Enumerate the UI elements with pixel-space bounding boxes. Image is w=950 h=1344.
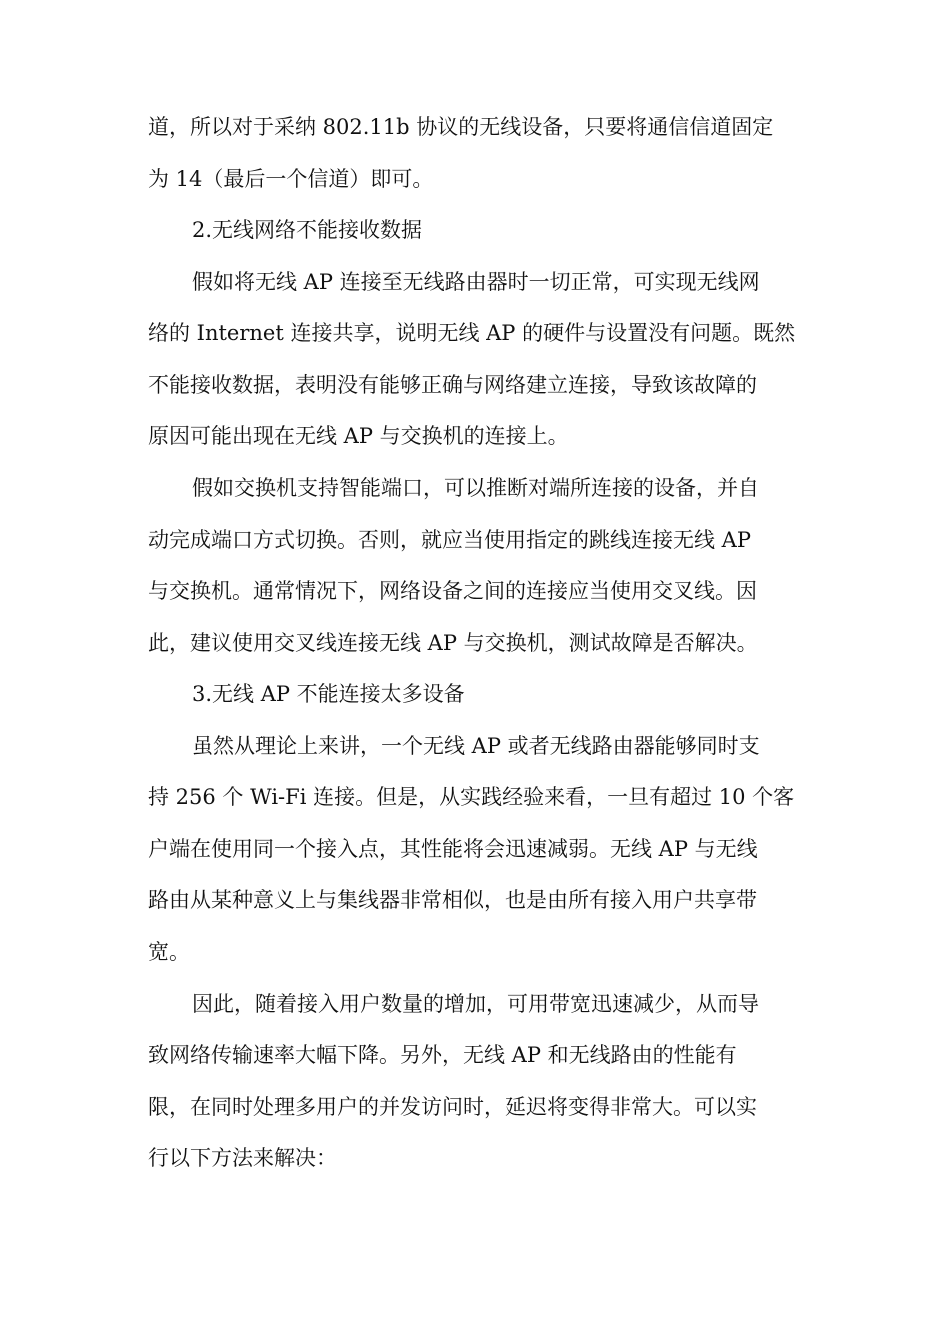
section-heading: 3.无线 AP 不能连接太多设备 [192,682,465,706]
text-line: 虽然从理论上来讲，一个无线 AP 或者无线路由器能够同时支 [192,734,760,758]
text-line: 假如将无线 AP 连接至无线路由器时一切正常，可实现无线网 [192,270,760,294]
text-line: 路由从某种意义上与集线器非常相似，也是由所有接入用户共享带 [148,888,757,912]
text-line: 宽。 [148,940,190,964]
text-line: 与交换机。通常情况下，网络设备之间的连接应当使用交叉线。因 [148,579,757,603]
text-line: 因此，随着接入用户数量的增加，可用带宽迅速减少，从而导 [192,992,759,1016]
text-line: 不能接收数据，表明没有能够正确与网络建立连接，导致该故障的 [148,373,757,397]
text-line: 道，所以对于采纳 802.11b 协议的无线设备，只要将通信信道固定 [148,115,774,139]
text-line: 限，在同时处理多用户的并发访问时，延迟将变得非常大。可以实 [148,1095,757,1119]
text-line: 为 14（最后一个信道）即可。 [148,167,434,191]
text-line: 动完成端口方式切换。否则，就应当使用指定的跳线连接无线 AP [148,528,751,552]
text-line: 持 256 个 Wi-Fi 连接。但是，从实践经验来看，一旦有超过 10 个客 [148,785,795,809]
text-line: 致网络传输速率大幅下降。另外，无线 AP 和无线路由的性能有 [148,1043,737,1067]
text-line: 原因可能出现在无线 AP 与交换机的连接上。 [148,424,569,448]
text-line: 假如交换机支持智能端口，可以推断对端所连接的设备，并自 [192,476,759,500]
text-line: 户端在使用同一个接入点，其性能将会迅速减弱。无线 AP 与无线 [148,837,758,861]
section-heading: 2.无线网络不能接收数据 [192,218,423,242]
text-line: 行以下方法来解决： [148,1146,337,1170]
text-line: 络的 Internet 连接共享，说明无线 AP 的硬件与设置没有问题。既然 [148,321,796,345]
text-line: 此，建议使用交叉线连接无线 AP 与交换机，测试故障是否解决。 [148,631,758,655]
